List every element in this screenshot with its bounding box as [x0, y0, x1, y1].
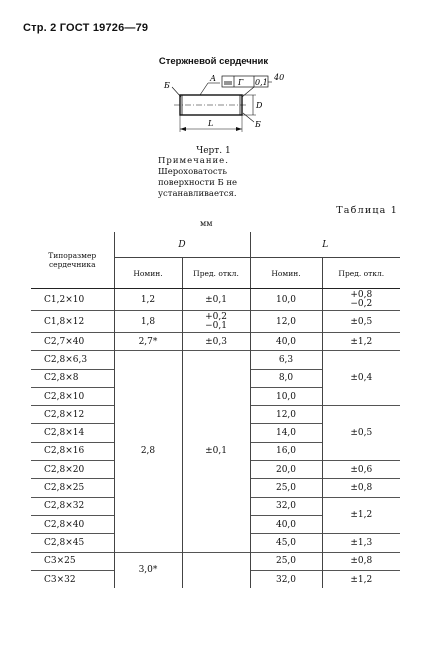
- l-nominal-cell: 20,0: [250, 461, 322, 479]
- l-deviation-lower: −0,2: [350, 298, 373, 309]
- l-deviation-cell: ±0,6: [322, 461, 400, 479]
- d-deviation-cell: ±0,1: [182, 289, 250, 311]
- l-deviation-cell: ±1,2: [322, 570, 400, 588]
- page-header: Стр. 2 ГОСТ 19726—79: [23, 22, 149, 34]
- l-deviation-cell: ±0,5: [322, 311, 400, 333]
- label-g: Г: [238, 78, 244, 87]
- note: [158, 156, 276, 200]
- l-nominal-cell: 12,0: [250, 406, 322, 424]
- label-b-left: Б: [164, 81, 170, 90]
- col-l-header: L: [250, 232, 400, 258]
- spec-table: [31, 232, 400, 588]
- type-cell: C3×25: [31, 552, 114, 570]
- label-l: L: [208, 119, 214, 128]
- d-nominal-cell: 1,8: [114, 311, 182, 333]
- l-deviation-cell: ±1,3: [322, 534, 400, 552]
- l-nominal-cell: 40,0: [250, 515, 322, 533]
- d-deviation-upper: +0,2: [205, 311, 227, 322]
- label-b-right: Б: [255, 120, 261, 129]
- table-row: [31, 333, 400, 351]
- l-nominal-cell: 10,0: [250, 387, 322, 405]
- label-a: А: [210, 74, 217, 83]
- table-caption: Таблица 1: [336, 205, 398, 216]
- type-cell: C2,8×45: [31, 534, 114, 552]
- l-deviation-cell: ±1,2: [322, 497, 400, 534]
- l-nominal-cell: 45,0: [250, 534, 322, 552]
- type-cell: C2,8×16: [31, 442, 114, 460]
- table-row: [31, 289, 400, 311]
- table-row: [31, 552, 400, 570]
- table-row: [31, 351, 400, 369]
- l-nominal-cell: 25,0: [250, 552, 322, 570]
- type-cell: C1,8×12: [31, 311, 114, 333]
- l-deviation-cell: ±0,5: [322, 406, 400, 461]
- tolerance-value: 0,1: [255, 78, 268, 87]
- l-nominal-cell: 12,0: [250, 311, 322, 333]
- d-nominal-cell: 3,0*: [114, 552, 182, 588]
- type-cell: C2,8×12: [31, 406, 114, 424]
- l-nominal-cell: 10,0: [250, 289, 322, 311]
- d-nominal-cell: 1,2: [114, 289, 182, 311]
- d-deviation-cell: [182, 311, 250, 333]
- l-deviation-header: Пред. откл.: [322, 258, 400, 289]
- type-cell: C2,8×40: [31, 515, 114, 533]
- type-cell: C2,8×6,3: [31, 351, 114, 369]
- l-deviation-cell: [322, 289, 400, 311]
- type-cell: C3×32: [31, 570, 114, 588]
- type-cell: C2,8×20: [31, 461, 114, 479]
- type-cell: C2,8×32: [31, 497, 114, 515]
- core-drawing: [150, 70, 290, 142]
- d-deviation-cell: ±0,3: [182, 333, 250, 351]
- l-nominal-cell: 32,0: [250, 570, 322, 588]
- note-text: Шероховатость поверхности Б не устанавливается.: [158, 167, 238, 199]
- l-deviation-cell: ±0,4: [322, 351, 400, 406]
- col-d-header: D: [114, 232, 250, 258]
- l-deviation-cell: ±0,8: [322, 479, 400, 497]
- l-nominal-cell: 6,3: [250, 351, 322, 369]
- l-nominal-cell: 8,0: [250, 369, 322, 387]
- drawing-title: Стержневой сердечник: [158, 56, 269, 67]
- l-deviation-upper: +0,8: [350, 289, 373, 300]
- type-cell: C2,8×25: [31, 479, 114, 497]
- units-label: мм: [200, 219, 213, 228]
- d-deviation-header: Пред. откл.: [182, 258, 250, 289]
- d-deviation-cell: [182, 552, 250, 588]
- l-nominal-cell: 16,0: [250, 442, 322, 460]
- l-nominal-cell: 14,0: [250, 424, 322, 442]
- label-d: D: [256, 101, 263, 110]
- l-deviation-cell: ±1,2: [322, 333, 400, 351]
- d-nominal-header: Номин.: [114, 258, 182, 289]
- d-deviation-cell: ±0,1: [182, 351, 250, 552]
- type-cell: C2,8×14: [31, 424, 114, 442]
- type-cell: C2,8×8: [31, 369, 114, 387]
- type-cell: C2,7×40: [31, 333, 114, 351]
- l-nominal-cell: 40,0: [250, 333, 322, 351]
- l-nominal-cell: 25,0: [250, 479, 322, 497]
- d-nominal-cell: 2,8: [114, 351, 182, 552]
- note-label: Примечание.: [158, 156, 229, 166]
- base-length: 40: [274, 73, 285, 82]
- l-deviation-cell: ±0,8: [322, 552, 400, 570]
- figure-caption: Черт. 1: [196, 146, 231, 156]
- table-row: [31, 311, 400, 333]
- d-deviation-lower: −0,1: [205, 320, 227, 331]
- d-nominal-cell: 2,7*: [114, 333, 182, 351]
- type-cell: C1,2×10: [44, 294, 85, 305]
- l-nominal-header: Номин.: [250, 258, 322, 289]
- type-cell: C2,8×10: [31, 387, 114, 405]
- l-nominal-cell: 32,0: [250, 497, 322, 515]
- col-type-header: Типоразмер сердечника: [31, 232, 114, 289]
